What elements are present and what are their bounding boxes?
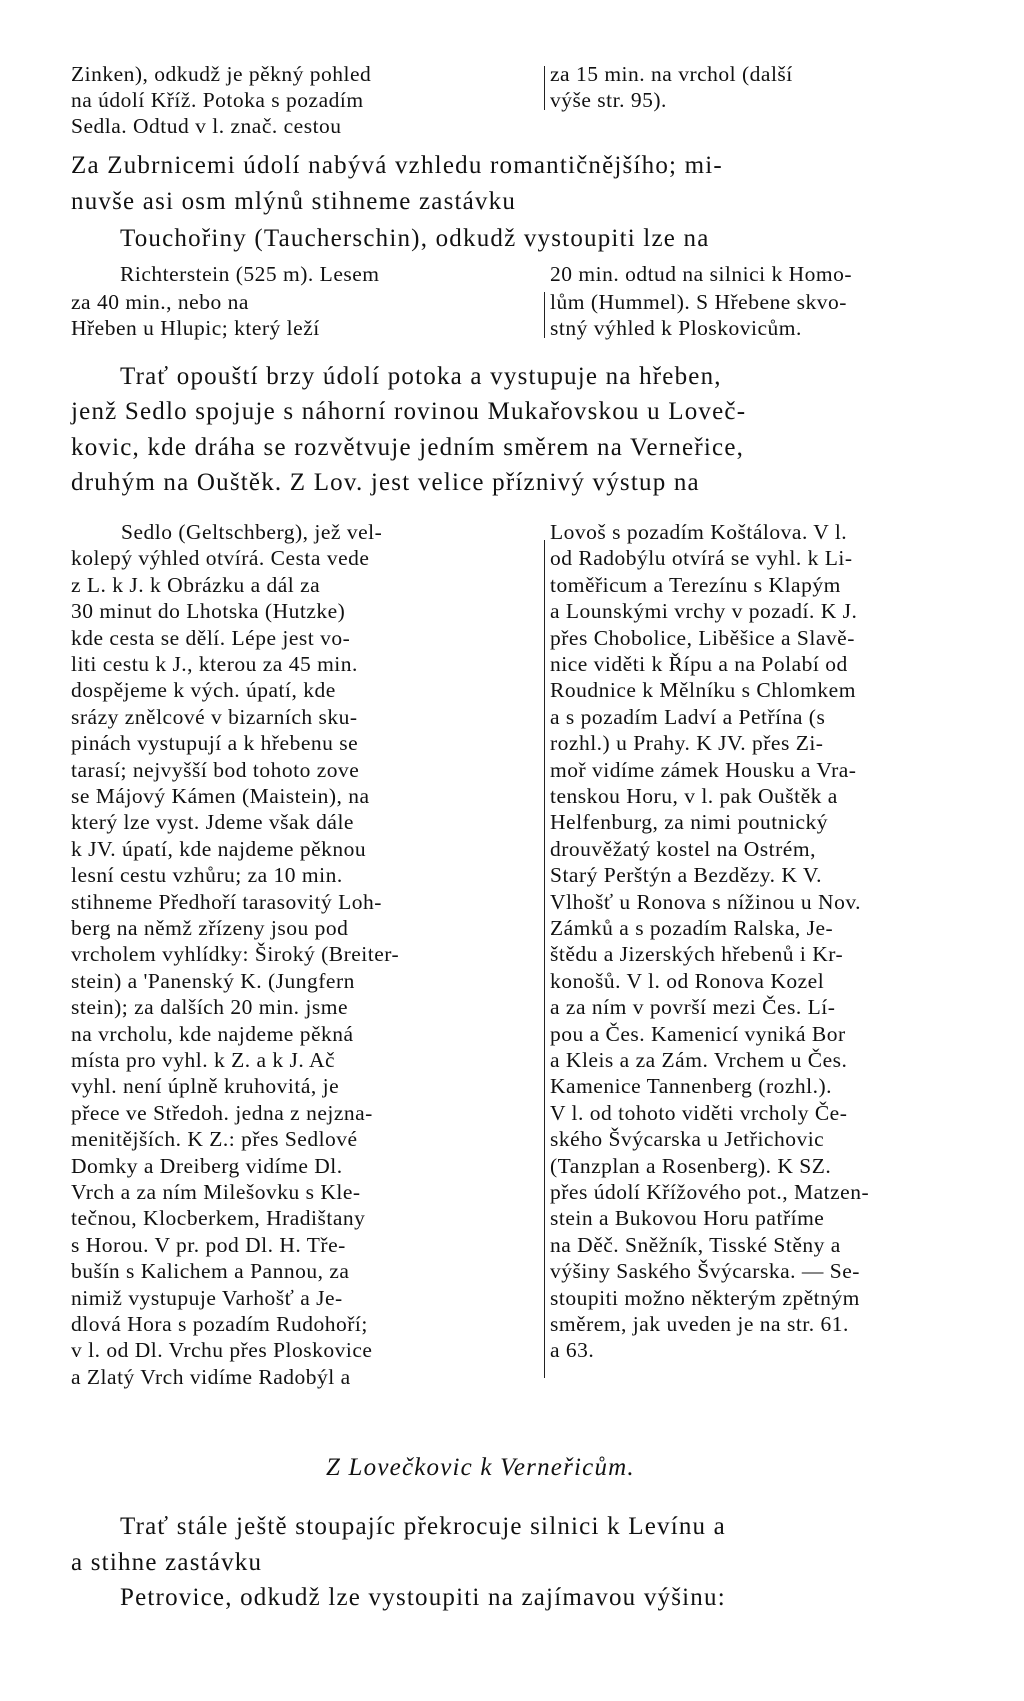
text-line: 20 min. odtud na silnici k Homo- xyxy=(550,262,853,286)
text-line: pou a Čes. Kamenicí vyniká Bor xyxy=(550,1021,846,1046)
text-line: nimiž vystupuje Varhošť a Je- xyxy=(71,1285,343,1310)
text-line: z L. k J. k Obrázku a dál za xyxy=(71,572,321,597)
text-line: drouvěžatý kostel na Ostrém, xyxy=(550,836,816,861)
text-line: nuvše asi osm mlýnů stihneme zastávku xyxy=(71,188,517,215)
text-line: a Kleis a za Zám. Vrchem u Čes. xyxy=(550,1048,848,1072)
text-line: v l. od Dl. Vrchu přes Ploskovice xyxy=(71,1338,373,1363)
text-line: Domky a Dreiberg vidíme Dl. xyxy=(71,1153,343,1178)
text-line: a s pozadím Ladví a Petřína (s xyxy=(550,704,826,729)
text-line: Lovoš s pozadím Koštálova. V l. xyxy=(550,520,848,544)
text-line: Hřeben u Hlupic; který leží xyxy=(71,316,320,340)
text-line: který lze vyst. Jdeme však dále xyxy=(71,810,354,835)
text-line: od Radobýlu otvírá se vyhl. k Li- xyxy=(550,546,853,571)
text-line: ského Švýcarska u Jetřichovic xyxy=(550,1127,825,1152)
column-divider xyxy=(544,540,545,1378)
text-line: přes Chobolice, Liběšice a Slavě- xyxy=(550,625,855,650)
text-line: Vrch a za ním Milešovku s Kle- xyxy=(71,1180,361,1204)
text-line: 30 minut do Lhotska (Hutzke) xyxy=(71,599,346,624)
text-line: na vrcholu, kde najdeme pěkná xyxy=(71,1021,354,1046)
text-line: Vlhošť u Ronova s nížinou u Nov. xyxy=(550,889,862,914)
text-line: Zámků a s pozadím Ralska, Je- xyxy=(550,916,834,940)
text-line: a stihne zastávku xyxy=(71,1549,263,1576)
text-line: za 40 min., nebo na xyxy=(71,290,249,314)
text-line: menitějších. K Z.: přes Sedlové xyxy=(71,1127,358,1152)
text-line: druhým na Ouštěk. Z Lov. jest velice příznivý výstup na xyxy=(71,469,700,496)
text-line: vyhl. není úplně kruhovitá, je xyxy=(71,1074,340,1099)
text-line: jenž Sedlo spojuje s náhorní rovinou Mukařovskou u Loveč- xyxy=(71,398,747,425)
text-line: toměřicum a Terezínu s Klapým xyxy=(550,572,841,597)
text-line: V l. od tohoto viděti vrcholy Če- xyxy=(550,1100,848,1125)
text-line: Touchořiny (Taucherschin), odkudž vystoupiti lze na xyxy=(120,225,710,252)
text-line: stný výhled k Ploskovicům. xyxy=(550,316,802,340)
text-line: výše str. 95). xyxy=(550,88,667,112)
text-line: štědu a Jizerských hřebenů i Kr- xyxy=(550,942,844,967)
text-line: a Lounskými vrchy v pozadí. K J. xyxy=(550,599,858,624)
text-line: lům (Hummel). S Hřebene skvo- xyxy=(550,290,847,314)
text-line: Helfenburg, za nimi poutnický xyxy=(550,810,829,835)
text-line: na údolí Kříž. Potoka s pozadím xyxy=(71,88,364,112)
text-line: stein); za dalších 20 min. jsme xyxy=(71,995,349,1020)
text-line: na Děč. Sněžník, Tisské Stěny a xyxy=(550,1232,841,1257)
text-line: stein a Bukovou Horu patříme xyxy=(550,1206,825,1231)
text-line: tečnou, Klocberkem, Hradištany xyxy=(71,1206,366,1231)
column-divider xyxy=(544,292,545,338)
text-line: kde cesta se dělí. Lépe jest vo- xyxy=(71,625,351,650)
text-line: Petrovice, odkudž lze vystoupiti na zajímavou výšinu: xyxy=(120,1584,726,1611)
text-line: Sedla. Odtud v l. znač. cestou xyxy=(71,114,342,138)
text-line: stoupiti možno některým zpětným xyxy=(550,1285,860,1310)
text-line: a 63. xyxy=(550,1338,595,1363)
text-line: Trať stále ještě stoupajíc překrocuje silnici k Levínu a xyxy=(120,1513,726,1540)
text-line: stein) a 'Panenský K. (Jungfern xyxy=(71,968,355,993)
text-line: přes údolí Křížového pot., Matzen- xyxy=(550,1180,870,1204)
text-line: srázy znělcové v bizarních sku- xyxy=(71,704,358,729)
text-line: Sedlo (Geltschberg), jež vel- xyxy=(121,520,383,544)
text-line: kovic, kde dráha se rozvětvuje jedním směrem na Verneřice, xyxy=(71,434,745,461)
text-line: pinách vystupují a k hřebenu se xyxy=(71,731,359,756)
text-line: rozhl.) u Prahy. K JV. přes Zi- xyxy=(550,731,824,756)
text-line: Zinken), odkudž je pěkný pohled xyxy=(71,62,372,86)
section-heading: Z Lovečkovic k Verneřicům. xyxy=(326,1454,635,1481)
text-line: lesní cestu vzhůru; za 10 min. xyxy=(71,863,343,888)
text-line: a za ním v površí mezi Čes. Lí- xyxy=(550,995,836,1020)
text-line: Za Zubrnicemi údolí nabývá vzhledu romantičnějšího; mi- xyxy=(71,152,723,179)
text-line: se Májový Kámen (Maistein), na xyxy=(71,784,370,808)
text-line: nice viděti k Řípu a na Polabí od xyxy=(550,652,848,676)
text-line: k JV. úpatí, kde najdeme pěknou xyxy=(71,836,367,861)
text-line: místa pro vyhl. k Z. a k J. Ač xyxy=(71,1048,336,1072)
text-line: moř vidíme zámek Housku a Vra- xyxy=(550,757,857,782)
text-line: konošů. V l. od Ronova Kozel xyxy=(550,968,825,993)
text-line: dospějeme k vých. úpatí, kde xyxy=(71,678,336,703)
text-line: výšiny Saského Švýcarska. — Se- xyxy=(550,1259,860,1284)
text-line: vrcholem vyhlídky: Široký (Breiter- xyxy=(71,942,400,967)
text-line: a Zlatý Vrch vidíme Radobýl a xyxy=(71,1364,351,1389)
text-line: stihneme Předhoří tarasovitý Loh- xyxy=(71,889,382,914)
text-line: kolepý výhled otvírá. Cesta vede xyxy=(71,546,370,571)
text-line: bušín s Kalichem a Pannou, za xyxy=(71,1259,350,1284)
text-line: přece ve Středoh. jedna z nejzna- xyxy=(71,1100,373,1125)
text-line: s Horou. V pr. pod Dl. H. Tře- xyxy=(71,1232,346,1257)
text-line: (Tanzplan a Rosenberg). K SZ. xyxy=(550,1153,832,1178)
text-line: tarasí; nejvyšší bod tohoto zove xyxy=(71,757,360,782)
text-line: tenskou Horu, v l. pak Ouštěk a xyxy=(550,784,838,808)
text-line: Kamenice Tannenberg (rozhl.). xyxy=(550,1074,833,1099)
text-line: liti cestu k J., kterou za 45 min. xyxy=(71,652,358,676)
text-line: Trať opouští brzy údolí potoka a vystupuje na hřeben, xyxy=(120,363,722,390)
text-line: za 15 min. na vrchol (další xyxy=(550,62,793,86)
text-line: Roudnice k Mělníku s Chlomkem xyxy=(550,678,856,703)
text-line: dlová Hora s pozadím Rudohoří; xyxy=(71,1312,368,1336)
column-divider xyxy=(544,66,545,110)
text-line: Richterstein (525 m). Lesem xyxy=(120,262,380,286)
text-line: berg na němž zřízeny jsou pod xyxy=(71,916,349,940)
text-line: směrem, jak uveden je na str. 61. xyxy=(550,1312,849,1336)
text-line: Starý Perštýn a Bezdězy. K V. xyxy=(550,863,823,888)
